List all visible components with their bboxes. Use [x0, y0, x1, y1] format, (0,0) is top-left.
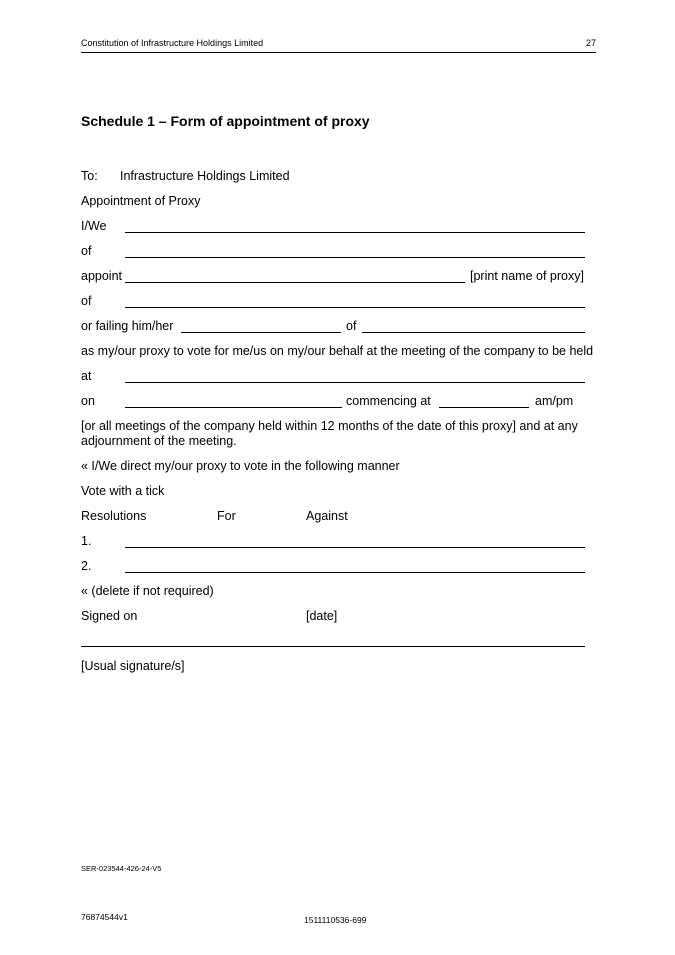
running-header-title: Constitution of Infrastructure Holdings Limited [81, 38, 264, 48]
at-field-line[interactable] [125, 382, 585, 383]
page-number: 27 [586, 38, 597, 48]
print-name-note: [print name of proxy] [470, 269, 584, 283]
resolution-2-label: 2. [81, 559, 92, 573]
to-label: To: [81, 169, 98, 183]
date-label: [date] [306, 609, 338, 623]
appoint-field-line[interactable] [125, 282, 465, 283]
all-meetings-line-1: [or all meetings of the company held within 12 months of the date of this proxy] and at any [81, 419, 578, 433]
resolution-1-field-line[interactable] [125, 547, 585, 548]
all-meetings-line-2: adjournment of the meeting. [81, 434, 237, 448]
of-label: of [81, 244, 92, 258]
signature-field-line[interactable] [81, 646, 585, 647]
header-rule [81, 52, 596, 53]
footer-ref-code: SER-023544-426-24-V5 [81, 864, 162, 873]
to-value: Infrastructure Holdings Limited [120, 169, 290, 183]
footer-centre-id: 1511110536-699 [304, 915, 367, 925]
for-column-header: For [217, 509, 236, 523]
footer-doc-id: 76874544v1 [81, 912, 128, 922]
page-title: Schedule 1 – Form of appointment of proxy [81, 113, 370, 129]
signed-on-label: Signed on [81, 609, 138, 623]
resolutions-column-header: Resolutions [81, 509, 147, 523]
against-column-header: Against [306, 509, 348, 523]
resolution-2-field-line[interactable] [125, 572, 585, 573]
commencing-label: commencing at [346, 394, 431, 408]
proxy-text: as my/our proxy to vote for me/us on my/our behalf at the meeting of the company to be held [81, 344, 594, 358]
vote-tick-text: Vote with a tick [81, 484, 165, 498]
failing-name-field-line[interactable] [181, 332, 341, 333]
at-label: at [81, 369, 92, 383]
signature-label: [Usual signature/s] [81, 659, 185, 673]
direct-text: « I/We direct my/our proxy to vote in the following manner [81, 459, 400, 473]
failing-of-field-line[interactable] [362, 332, 585, 333]
time-field-line[interactable] [439, 407, 529, 408]
ampm-label: am/pm [535, 394, 574, 408]
on-date-field-line[interactable] [125, 407, 342, 408]
delete-note: « (delete if not required) [81, 584, 214, 598]
of-field-line[interactable] [125, 257, 585, 258]
on-label: on [81, 394, 95, 408]
appoint-label: appoint [81, 269, 123, 283]
of-field-line-2[interactable] [125, 307, 585, 308]
iwe-label: I/We [81, 219, 107, 233]
failing-label: or failing him/her [81, 319, 174, 333]
resolution-1-label: 1. [81, 534, 92, 548]
iwe-field-line[interactable] [125, 232, 585, 233]
failing-of-label: of [346, 319, 357, 333]
of-label-2: of [81, 294, 92, 308]
appointment-heading: Appointment of Proxy [81, 194, 201, 208]
